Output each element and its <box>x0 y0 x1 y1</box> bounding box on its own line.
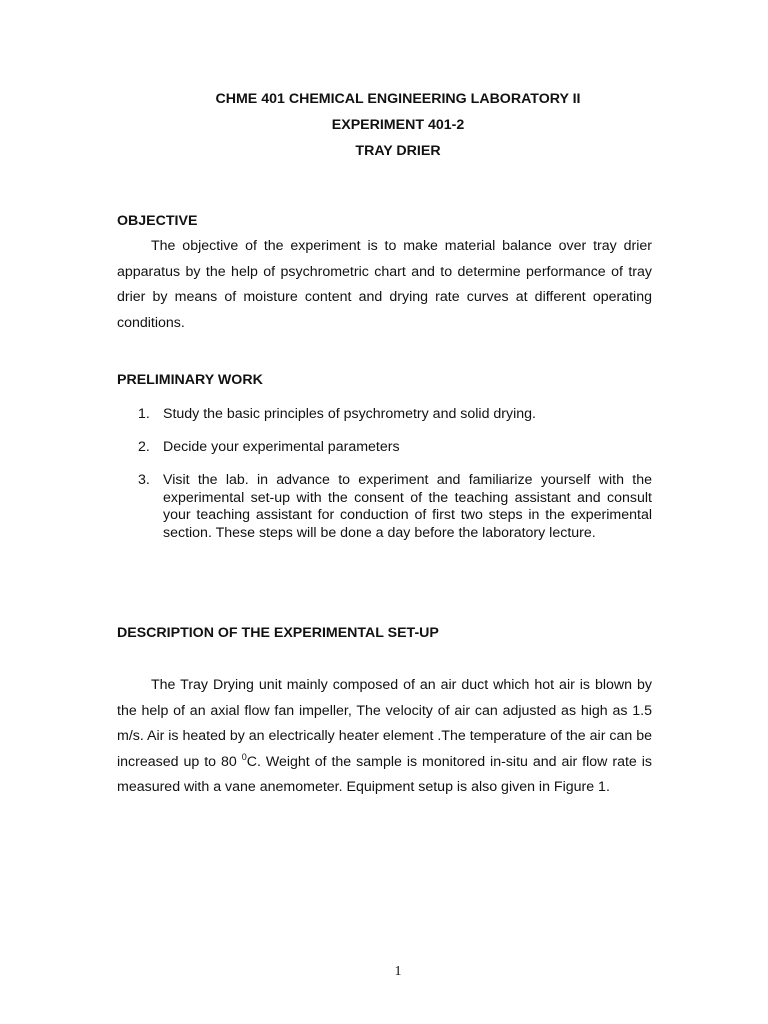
list-item <box>138 439 652 457</box>
list-item-text: Study the basic principles of psychrometry and solid drying. <box>163 406 536 422</box>
description-text-end: C. Weight of the sample is monitored in-situ and air flow rate is measured with a vane anemometer. Equipment setup is also given in Figure 1. <box>117 753 652 795</box>
description-text-start: The Tray Drying unit mainly composed of an air duct which hot air is blown by the help of an axial flow fan impeller, The velocity of air can adjusted as high as 1.5 m/s. Air is heated by an electrically heater element .The temperature of the air can be increased up to 80 <box>117 677 652 770</box>
objective-paragraph <box>117 234 652 336</box>
list-item-number: 1. <box>138 406 150 422</box>
objective-heading: OBJECTIVE <box>117 213 198 229</box>
list-item-number: 3. <box>138 472 150 488</box>
list-item <box>138 472 652 542</box>
course-title: CHME 401 CHEMICAL ENGINEERING LABORATORY II <box>215 91 581 107</box>
objective-text: The objective of the experiment is to make material balance over tray drier apparatus by the help of psychrometric chart and to determine performance of tray drier by means of moisture content and drying rate curves at different operating conditions. <box>117 238 652 331</box>
description-paragraph <box>117 673 652 801</box>
page-number: 1 <box>394 964 402 979</box>
experiment-title: TRAY DRIER <box>355 143 441 159</box>
degree-superscript: 0 <box>241 751 247 762</box>
description-heading: DESCRIPTION OF THE EXPERIMENTAL SET-UP <box>117 625 439 641</box>
list-item-text: Decide your experimental parameters <box>163 439 400 455</box>
preliminary-heading: PRELIMINARY WORK <box>117 372 263 388</box>
experiment-number: EXPERIMENT 401-2 <box>331 117 465 133</box>
list-item-text: Visit the lab. in advance to experiment and familiarize yourself with the experimental set-up with the consent of the teaching assistant and consult your teaching assistant for conduction of first two steps in the experimental section. These steps will be done a day before the laboratory lecture. <box>163 472 652 541</box>
document-header <box>0 86 768 164</box>
list-item-number: 2. <box>138 439 150 455</box>
list-item <box>138 406 652 424</box>
